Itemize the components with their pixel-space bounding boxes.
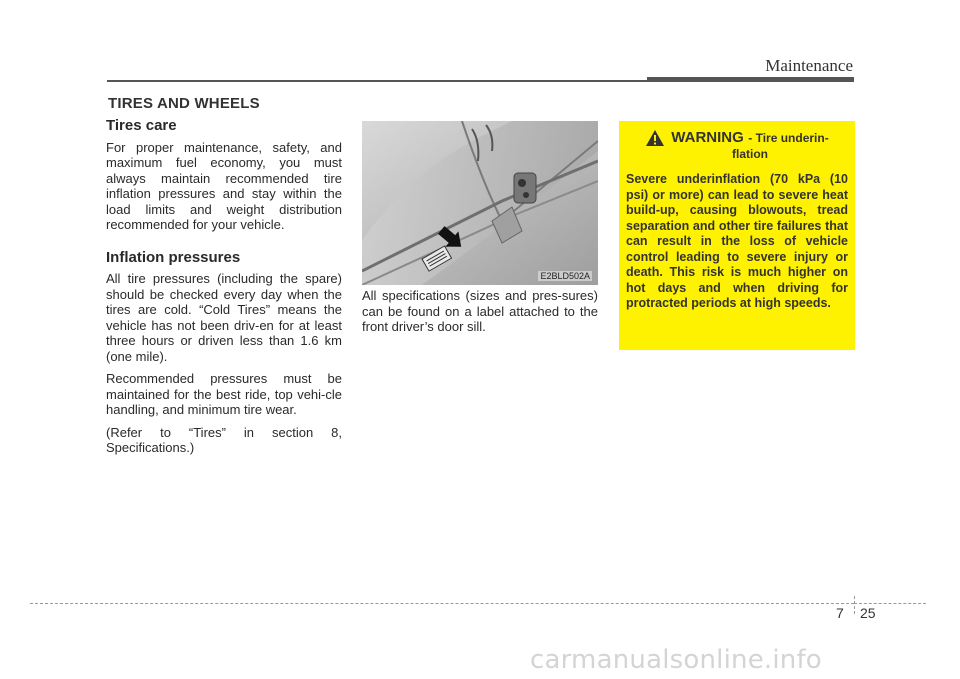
tires-care-paragraph: For proper maintenance, safety, and maximum fuel economy, you must always maintain recommended tire inflation pressures and stay within the load limits and weight distribution recommended for your vehicle. [106, 139, 342, 232]
door-sill-photo [362, 121, 598, 285]
warning-word: WARNING [671, 129, 744, 146]
inflation-paragraph-2: Recommended pressures must be maintained for the best ride, top vehi-cle handling, and minimum tire wear. [106, 371, 342, 417]
inflation-heading: Inflation pressures [106, 248, 241, 266]
figure-code: E2BLD502A [540, 271, 590, 281]
footer-rule-right [854, 603, 926, 604]
watermark: carmanualsonline.info [530, 645, 822, 675]
header-rule-bar [647, 77, 854, 82]
page-title: TIRES AND WHEELS [108, 95, 260, 112]
warning-subtitle-1: - Tire underin- [748, 131, 829, 145]
figure-caption [362, 288, 598, 342]
left-column [106, 118, 342, 463]
warning-body: Severe underinflation (70 kPa (10 psi) or more) can lead to severe heat build-up, causing blowouts, tread separation and other tire failures that can result in the loss of vehicle control leading to severe injury or death. This risk is much higher on hot days and when driving for protracted periods at high speeds. [626, 172, 848, 310]
inflation-paragraph-1: All tire pressures (including the spare) should be checked every day when the tires are cold. “Cold Tires” means the vehicle has not been driv-en for at least three hours or driven less than 1.6 km (one mile). [106, 271, 342, 364]
header-rule [107, 80, 647, 82]
figure-caption-text: All specifications (sizes and pres-sures) can be found on a label attached to the front driver’s door sill. [362, 288, 598, 334]
tires-care-heading: Tires care [106, 117, 177, 134]
chapter-number: 7 [836, 605, 844, 621]
warning-header [626, 129, 848, 162]
page-number: 25 [860, 605, 876, 621]
door-sill-illustration [362, 121, 598, 285]
footer-rule [30, 603, 854, 604]
running-header: Maintenance [765, 56, 853, 75]
warning-box [619, 121, 855, 350]
footer-divider [854, 596, 855, 614]
inflation-paragraph-3: (Refer to “Tires” in section 8, Specifications.) [106, 424, 342, 455]
warning-triangle-icon [645, 129, 665, 147]
warning-subtitle-2: flation [732, 147, 768, 161]
